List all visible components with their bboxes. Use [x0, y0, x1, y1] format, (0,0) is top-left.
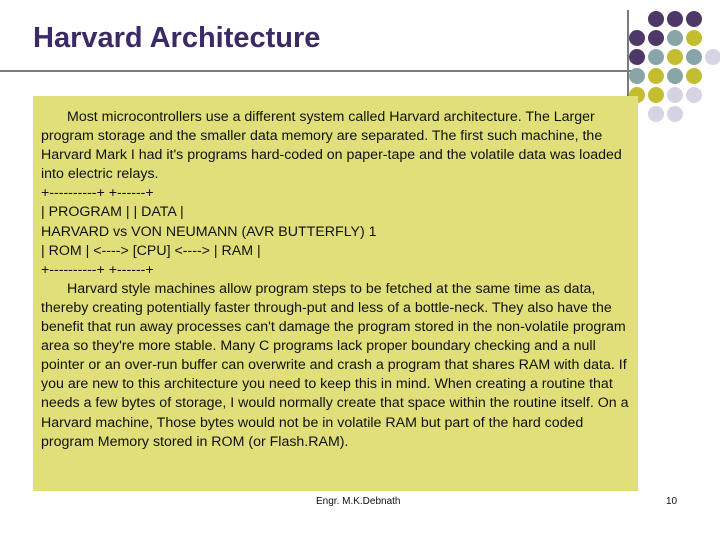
dot: [686, 30, 702, 46]
dot: [648, 106, 664, 122]
dot: [648, 11, 664, 27]
body-paragraph-1: Most microcontrollers use a different system called Harvard architecture. The Larger program storage and the smaller data memory are separated. The first such machine, the Harvard Mark I had it's programs hard-coded on paper-tape and the volatile data was loaded into electric relays.: [41, 109, 622, 183]
diagram-line: +----------+ +------+: [41, 185, 154, 202]
dot: [667, 49, 683, 65]
dot: [667, 68, 683, 84]
diagram-line: | PROGRAM | | DATA |: [41, 204, 184, 221]
dot: [648, 87, 664, 103]
dot: [648, 68, 664, 84]
dot: [686, 68, 702, 84]
body-paragraph-2: Harvard style machines allow program steps to be fetched at the same time as data, thereby creating potentially faster through-put and less of a bottle-neck. They also have the benefit that run away processes can't damage the program stored in the non-volatile program area so they're more stable. Many C programs lack proper boundary checking and a null pointer or an over-run buffer can overwrite and crash a program that shares RAM with data. If you are new to this architecture you need to keep this in mind. When creating a routine that needs a few bytes of storage, I would normally create that space within the routine itself. On a Harvard machine, Those bytes would not be in volatile RAM but part of the hard coded program Memory stored in ROM (or Flash.RAM).: [41, 280, 629, 450]
dot: [648, 49, 664, 65]
dot: [705, 49, 720, 65]
diagram-line: +----------+ +------+: [41, 261, 154, 278]
dot: [686, 11, 702, 27]
title-divider: [0, 70, 640, 72]
dot: [629, 49, 645, 65]
dot: [667, 106, 683, 122]
diagram-line: | ROM | <----> [CPU] <----> | RAM |: [41, 242, 261, 259]
dot: [686, 87, 702, 103]
dot: [686, 49, 702, 65]
slide-body: [41, 108, 633, 452]
footer-author: Engr. M.K.Debnath: [316, 496, 401, 507]
dot: [667, 11, 683, 27]
dot: [667, 30, 683, 46]
dot: [667, 87, 683, 103]
dot: [648, 30, 664, 46]
diagram-line: HARVARD vs VON NEUMANN (AVR BUTTERFLY) 1: [41, 223, 377, 240]
dot: [629, 30, 645, 46]
page-number: 10: [666, 496, 678, 507]
slide-title: Harvard Architecture: [33, 22, 321, 54]
